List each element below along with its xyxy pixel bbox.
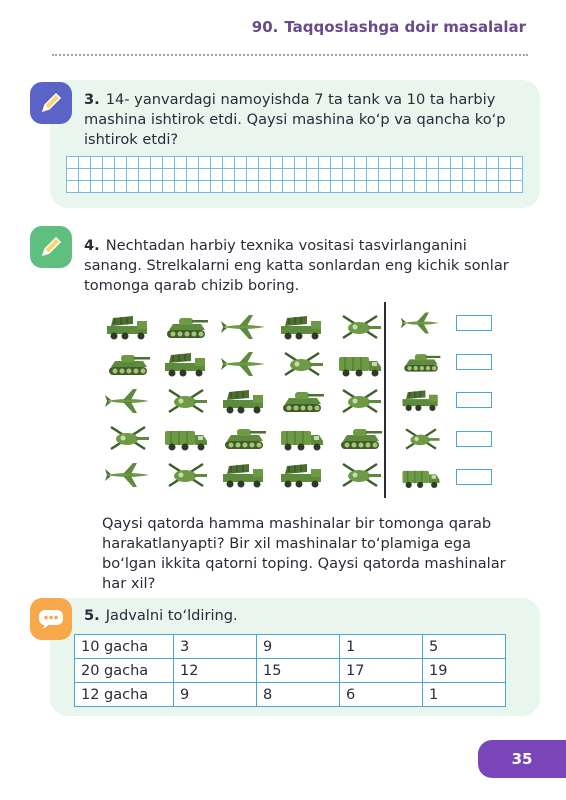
plane-icon <box>216 345 271 382</box>
truck-icon <box>398 458 444 497</box>
page-number: 35 <box>478 740 566 778</box>
table-cell[interactable]: 19 <box>423 659 506 683</box>
table-cell[interactable]: 9 <box>257 635 340 659</box>
truck-icon <box>274 419 329 456</box>
task4-question: Qaysi qatorda hamma mashinalar bir tomonga qarab harakatlanyapti? Bir xil mashinalar toʻplamiga ega boʻlgan ikkita qatorni toping. Qaysi qatorda mashinalar har xil? <box>102 515 506 592</box>
table-cell[interactable]: 15 <box>257 659 340 683</box>
helicopter-icon <box>100 419 155 456</box>
task4-instruction-text: Nechtadan harbiy texnika vositasi tasvirlanganini sanang. Strelkalarni eng katta sonlardan eng kichik sonlar tomonga qarab chizib boring. <box>84 237 509 294</box>
fill-table <box>74 634 506 707</box>
vertical-divider <box>384 302 386 498</box>
helicopter-icon <box>332 308 387 345</box>
tank-icon <box>332 419 387 456</box>
launcher-icon <box>398 381 444 420</box>
plane-icon <box>100 382 155 419</box>
row-label: 10 gacha <box>75 635 174 659</box>
answer-box[interactable] <box>456 354 492 370</box>
truck-icon <box>158 419 213 456</box>
header-title <box>252 18 526 36</box>
table-cell[interactable]: 5 <box>423 635 506 659</box>
table-cell[interactable]: 9 <box>174 683 257 707</box>
task3-number: 3. <box>84 91 100 108</box>
truck-icon <box>332 345 387 382</box>
table-row <box>75 683 506 707</box>
launcher-icon <box>216 456 271 493</box>
launcher-icon <box>274 308 329 345</box>
answer-column <box>398 304 500 497</box>
task3-text <box>84 90 526 150</box>
task3-question: 14- yanvardagi namoyishda 7 ta tank va 10 ta harbiy mashina ishtirok etdi. Qaysi mashina koʻp va qancha koʻp ishtirok etdi? <box>84 91 506 148</box>
helicopter-icon <box>158 456 213 493</box>
tank-icon <box>158 308 213 345</box>
task5-badge <box>30 598 72 640</box>
launcher-icon <box>158 345 213 382</box>
helicopter-icon <box>158 382 213 419</box>
table-row <box>75 635 506 659</box>
row-label: 12 gacha <box>75 683 174 707</box>
task5-instruction: Jadvalni toʻldiring. <box>105 607 238 624</box>
pencil-icon <box>38 90 64 116</box>
tank-icon <box>216 419 271 456</box>
pencil-icon <box>38 234 64 260</box>
answer-grid[interactable] <box>66 156 523 193</box>
task4-instruction <box>84 236 526 296</box>
row-label: 20 gacha <box>75 659 174 683</box>
task5-text <box>84 606 526 626</box>
tank-icon <box>274 382 329 419</box>
plane-icon <box>100 456 155 493</box>
table-cell[interactable]: 17 <box>340 659 423 683</box>
section-number: 90. <box>251 18 279 36</box>
table-cell[interactable]: 1 <box>340 635 423 659</box>
answer-box[interactable] <box>456 315 492 331</box>
divider <box>52 54 528 56</box>
answer-box[interactable] <box>456 392 492 408</box>
task3-badge <box>30 82 72 124</box>
table-cell[interactable]: 6 <box>340 683 423 707</box>
tank-icon <box>100 345 155 382</box>
vehicle-grid <box>100 308 387 493</box>
speech-bubble-icon <box>37 607 65 631</box>
helicopter-icon <box>332 456 387 493</box>
launcher-icon <box>216 382 271 419</box>
task4-badge <box>30 226 72 268</box>
answer-box[interactable] <box>456 431 492 447</box>
table-cell[interactable]: 3 <box>174 635 257 659</box>
launcher-icon <box>100 308 155 345</box>
answer-box[interactable] <box>456 469 492 485</box>
plane-icon <box>398 304 444 343</box>
helicopter-icon <box>274 345 329 382</box>
task5-number: 5. <box>84 607 100 624</box>
launcher-icon <box>274 456 329 493</box>
table-cell[interactable]: 12 <box>174 659 257 683</box>
helicopter-icon <box>398 420 444 459</box>
table-cell[interactable]: 8 <box>257 683 340 707</box>
tank-icon <box>398 343 444 382</box>
plane-icon <box>216 308 271 345</box>
table-cell[interactable]: 1 <box>423 683 506 707</box>
table-row <box>75 659 506 683</box>
helicopter-icon <box>332 382 387 419</box>
task4-number: 4. <box>84 237 100 254</box>
section-title: Taqqoslashga doir masalalar <box>284 18 526 36</box>
